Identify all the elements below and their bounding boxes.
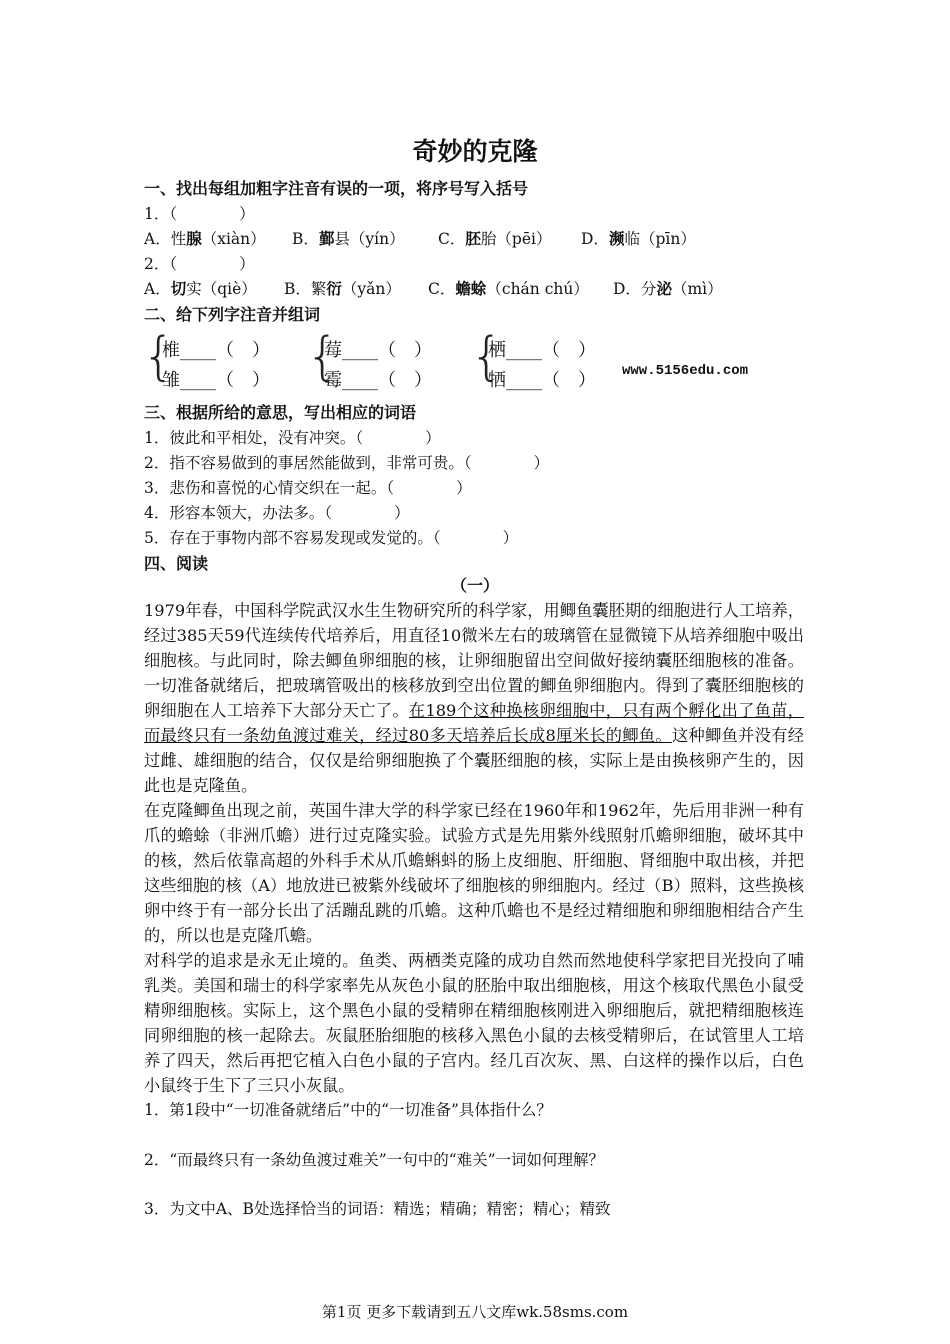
brace-icon: { — [470, 327, 504, 387]
reading-subtitle: （一） — [450, 576, 499, 595]
s3-item-2: 2．指不容易做到的事居然能做到，非常可贵。（ ） — [144, 454, 550, 472]
page-title: 奇妙的克隆 — [412, 137, 538, 166]
q2-label: 2．（ ） — [144, 255, 255, 273]
section1-heading: 一、找出每组加粗字注音有误的一项，将序号写入括号 — [144, 179, 529, 198]
page-footer: 第1页 更多下载请到五八文库wk.58sms.com — [321, 1303, 629, 1321]
group3-item1: 栖____（ ） — [488, 340, 596, 361]
q2-option-c: C．蟾蜍（chán chú） — [428, 280, 589, 298]
brace-icon: { — [142, 327, 176, 387]
s3-item-4: 4．形容本领大，办法多。（ ） — [144, 504, 410, 522]
reading-paragraph-3: 对科学的追求是永无止境的。鱼类、两栖类克隆的成功自然而然地使科学家把目光投向了哺乳类。美国和瑞士的科学家率先从灰色小鼠的胚胎中取出细胞核，用这个核取代黑色小鼠受精卵细胞核。实际上，这个黑色小鼠的受精卵在精细胞核刚进入卵细胞后，就把精细胞核连同卵细胞的核一起除去。灰鼠胚胎细胞的核移入黑色小鼠的去核受精卵后，在试管里人工培养了四天，然后再把它植入白色小鼠的子宫内。经几百次灰、黑、白这样的操作以后，白色小鼠终于生下了三只小灰鼠。 — [144, 951, 804, 1095]
section4-heading: 四、阅读 — [144, 554, 209, 573]
q2-options — [144, 277, 723, 299]
question-1: 1．第1段中“一切准备就绪后”中的“一切准备”具体指什么？ — [144, 1101, 552, 1119]
q2-option-a: A．切实（qiè） — [144, 280, 257, 298]
brace-icon: { — [306, 327, 340, 387]
q1-option-d: D．濒临（pīn） — [581, 230, 696, 248]
reading-paragraph-1: 1979年春，中国科学院武汉水生生物研究所的科学家，用鲫鱼囊胚期的细胞进行人工培养，经过385天59代连续传代培养后，用直径10微米左右的玻璃管在显微镜下从培养细胞中吸出细胞核。与此同时，除去鲫鱼卵细胞的核，让卵细胞留出空间做好接纳囊胚细胞核的准备。一切准备就绪后，把玻璃管吸出的核移放到空出位置的鲫鱼卵细胞内。得到了囊胚细胞核的卵细胞在人工培养下大部分天亡了。在189个这种换核卵细胞中，只有两个孵化出了鱼苗，而最终只有一条幼鱼渡过难关，经过80多天培养后长成8厘米长的鲫鱼。这种鲫鱼并没有经过雌、雄细胞的结合，仅仅是给卵细胞换了个囊胚细胞的核，实际上是由换核卵产生的，因此也是克隆鱼。 — [144, 601, 804, 795]
s3-item-5: 5．存在于事物内部不容易发现或发觉的。（ ） — [144, 529, 519, 547]
site-watermark: www.5156edu.com — [622, 363, 749, 379]
reading-paragraph-2: 在克隆鲫鱼出现之前，英国牛津大学的科学家已经在1960年和1962年，先后用非洲一种有爪的蟾蜍（非洲爪蟾）进行过克隆实验。试验方式是先用紫外线照射爪蟾卵细胞，破坏其中的核，然后依靠高超的外科手术从爪蟾蝌蚪的肠上皮细胞、肝细胞、肾细胞中取出核，并把这些细胞的核（A）地放进已被紫外线破坏了细胞核的卵细胞内。经过（B）照料，这些换核卵中终于有一部分长出了活蹦乱跳的爪蟾。这种爪蟾也不是经过精细胞和卵细胞相结合产生的，所以也是克隆爪蟾。 — [144, 801, 804, 945]
group1-item1: 椎____（ ） — [162, 340, 270, 361]
underlined-sentence: 在189个这种换核卵细胞中，只有两个孵化出了鱼苗，而最终只有一条幼鱼渡过难关，经过80多天培养后长成8厘米长的鲫鱼。 — [144, 701, 804, 745]
q1-options — [144, 227, 696, 249]
group2-item2: 霉____（ ） — [324, 370, 432, 391]
question-2: 2．“而最终只有一条幼鱼渡过难关”一句中的“难关”一词如何理解？ — [144, 1151, 605, 1169]
q1-option-a: A．性腺（xiàn） — [144, 230, 266, 248]
group2-item1: 莓____（ ） — [324, 340, 432, 361]
s3-item-1: 1．彼此和平相处，没有冲突。（ ） — [144, 429, 441, 447]
group1-item2: 雏____（ ） — [162, 370, 270, 391]
section2-heading: 二、给下列字注音并组词 — [144, 305, 321, 324]
q1-option-c: C．胚胎（pēi） — [438, 230, 552, 248]
q1-label: 1．（ ） — [144, 205, 255, 223]
q2-option-b: B．繁衍（yǎn） — [284, 280, 401, 298]
s3-item-3: 3．悲伤和喜悦的心情交织在一起。（ ） — [144, 479, 472, 497]
group3-item2: 牺____（ ） — [488, 370, 596, 391]
q2-option-d: D．分泌（mì） — [613, 280, 723, 298]
q1-option-b: B．鄞县（yín） — [292, 230, 405, 248]
question-3: 3．为文中A、B处选择恰当的词语：精选；精确；精密；精心；精致 — [144, 1200, 611, 1218]
section3-heading: 三、根据所给的意思，写出相应的词语 — [144, 403, 417, 422]
